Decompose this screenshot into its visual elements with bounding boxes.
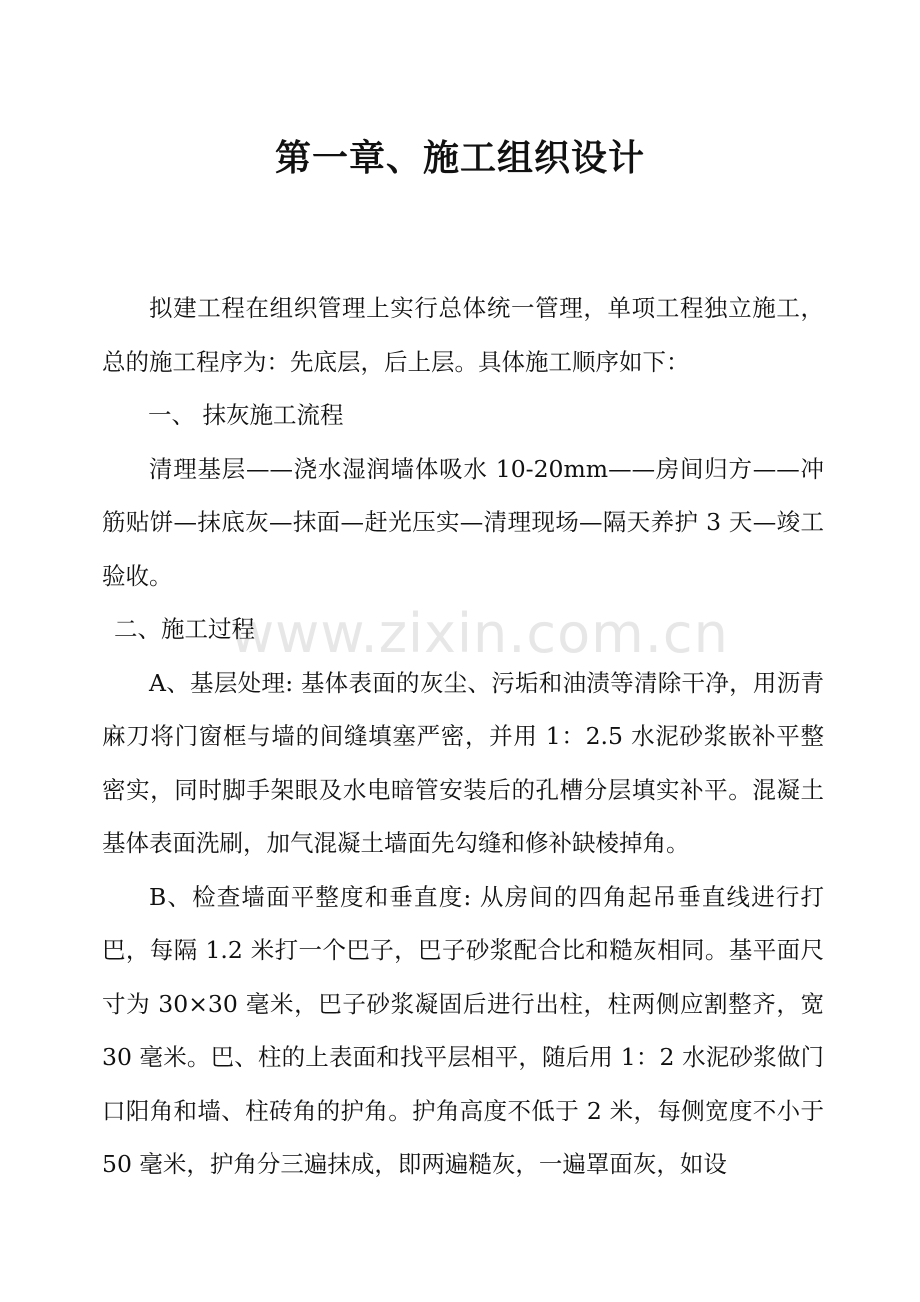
section-heading-plastering-flow: 一、 抹灰施工流程 xyxy=(148,401,344,429)
paragraph-process-flow: 清理基层——浇水湿润墙体吸水 10-20mm——房间归方——冲筋贴饼—抹底灰—抹面—赶光压实—清理现场—隔天养护 3 天—竣工验收。 xyxy=(102,454,824,590)
paragraph-wall-check: B、检查墙面平整度和垂直度: 从房间的四角起吊垂直线进行打巴，每隔 1.2 米打一个巴子，巴子砂浆配合比和糙灰相同。基平面尺寸为 30×30 毫米，巴子砂浆凝固后进行出柱，柱两侧应割整齐，宽 30 毫米。巴、柱的上表面和找平层相平，随后用 1：2 水泥砂浆做门口阳角和墙、柱砖角的护角。护角高度不低于 2 米，每侧宽度不小于 50 毫米，护角分三遍抹成，即两遍糙灰，一遍罩面灰，如设 xyxy=(102,882,824,1178)
document-body xyxy=(102,282,824,1192)
section-heading-construction-process: 二、施工过程 xyxy=(114,615,255,643)
paragraph-intro: 拟建工程在组织管理上实行总体统一管理，单项工程独立施工，总的施工程序为：先底层，后上层。具体施工顺序如下： xyxy=(102,294,824,376)
page-title: 第一章、施工组织设计 xyxy=(274,138,645,179)
watermark: www.zixin.com.cn xyxy=(230,602,729,665)
paragraph-base-treatment: A、基层处理: 基体表面的灰尘、污垢和油渍等清除干净，用沥青麻刀将门窗框与墙的间缝填塞严密，并用 1：2.5 水泥砂浆嵌补平整密实，同时脚手架眼及水电暗管安装后的孔槽分层填实补平。混凝土基体表面洗刷，加气混凝土墙面先勾缝和修补缺棱掉角。 xyxy=(102,668,824,857)
